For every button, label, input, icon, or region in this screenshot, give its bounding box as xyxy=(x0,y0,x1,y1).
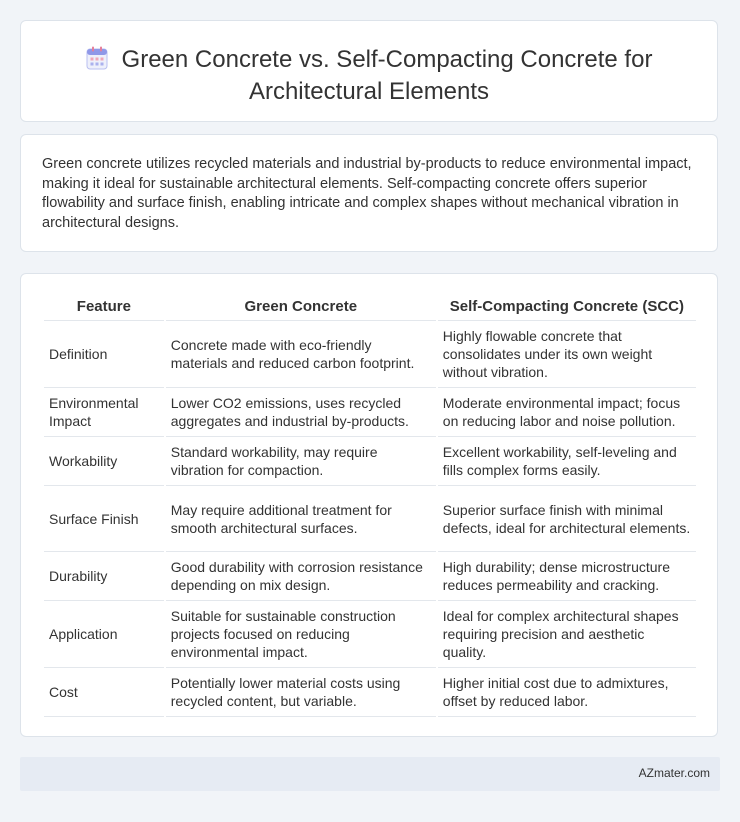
comparison-table-card xyxy=(20,273,718,737)
comparison-table xyxy=(42,294,698,717)
title-line-1: Green Concrete vs. Self-Compacting Concrete for xyxy=(121,46,653,73)
row-feature: Durability xyxy=(44,552,164,601)
row-scc-value: Moderate environmental impact; focus on reducing labor and noise pollution. xyxy=(438,388,696,437)
row-green-value: Concrete made with eco-friendly materials and reduced carbon footprint. xyxy=(166,321,436,388)
row-green-value: Suitable for sustainable construction projects focused on reducing environmental impact. xyxy=(166,601,436,668)
table-row xyxy=(44,486,696,552)
row-feature: Workability xyxy=(44,437,164,486)
row-scc-value: Highly flowable concrete that consolidates under its own weight without vibration. xyxy=(438,321,696,388)
title-card xyxy=(20,20,718,122)
row-green-value: Potentially lower material costs using recycled content, but variable. xyxy=(166,668,436,717)
row-green-value: Good durability with corrosion resistance depending on mix design. xyxy=(166,552,436,601)
table-row xyxy=(44,601,696,668)
row-scc-value: Ideal for complex architectural shapes requiring precision and aesthetic quality. xyxy=(438,601,696,668)
table-row xyxy=(44,437,696,486)
full-title xyxy=(0,0,1,1)
page-title xyxy=(21,45,717,106)
row-scc-value: Excellent workability, self-leveling and fills complex forms easily. xyxy=(438,437,696,486)
footer-brand[interactable]: AZmater.com xyxy=(638,766,710,780)
row-scc-value: Superior surface finish with minimal defects, ideal for architectural elements. xyxy=(438,486,696,552)
calendar-icon xyxy=(86,46,108,77)
row-feature: Surface Finish xyxy=(44,486,164,552)
row-scc-value: High durability; dense microstructure reduces permeability and cracking. xyxy=(438,552,696,601)
row-feature: Definition xyxy=(44,321,164,388)
row-green-value: Standard workability, may require vibration for compaction. xyxy=(166,437,436,486)
table-row xyxy=(44,668,696,717)
row-feature: Application xyxy=(44,601,164,668)
table-row xyxy=(44,552,696,601)
row-green-value: Lower CO2 emissions, uses recycled aggregates and industrial by-products. xyxy=(166,388,436,437)
table-row xyxy=(44,388,696,437)
row-scc-value: Higher initial cost due to admixtures, offset by reduced labor. xyxy=(438,668,696,717)
row-green-value: May require additional treatment for smooth architectural surfaces. xyxy=(166,486,436,552)
row-feature: Cost xyxy=(44,668,164,717)
table-row xyxy=(44,321,696,388)
header-scc: Self-Compacting Concrete (SCC) xyxy=(438,294,696,321)
row-feature: Environmental Impact xyxy=(44,388,164,437)
title-line-2: Architectural Elements xyxy=(248,78,490,105)
table-header-row xyxy=(44,294,696,321)
header-feature: Feature xyxy=(44,294,164,321)
summary-text: Green concrete utilizes recycled materials and industrial by-products to reduce environmental impact, making it ideal for sustainable architectural elements. Self-compacting concrete offers superior flowability and surface finish, enabling intricate and complex shapes without mechanical vibration in architectural designs. xyxy=(42,156,692,231)
footer xyxy=(20,757,720,791)
header-green-concrete: Green Concrete xyxy=(166,294,436,321)
summary-card xyxy=(20,134,718,252)
